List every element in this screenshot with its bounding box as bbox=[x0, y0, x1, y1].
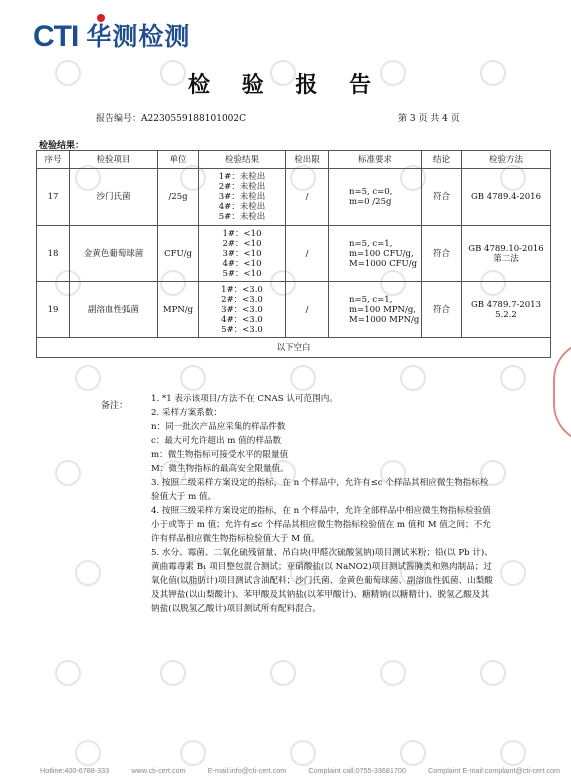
column-header: 检验结果 bbox=[199, 151, 286, 169]
cell-standard: n=5, c=1, m=100 MPN/g, M=1000 MPN/g bbox=[329, 282, 422, 338]
footer-email[interactable]: E-mail:info@cti-cert.com bbox=[207, 766, 287, 775]
cell-unit: MPN/g bbox=[158, 282, 199, 338]
page-title: 检 验 报 告 bbox=[188, 73, 383, 98]
footer-complaint-call: Complaint call:0755-33681700 bbox=[308, 766, 406, 775]
watermark-seal-icon bbox=[75, 560, 101, 586]
note-line: M：微生物指标的最高安全限量值。 bbox=[151, 464, 289, 474]
table-row bbox=[37, 226, 551, 282]
blank-note-row bbox=[37, 338, 551, 358]
note-line: m：微生物指标可接受水平的限量值 bbox=[151, 450, 289, 460]
table-header-row bbox=[37, 151, 551, 169]
cell-item: 沙门氏菌 bbox=[70, 169, 158, 226]
cell-item: 金黄色葡萄球菌 bbox=[70, 226, 158, 282]
note-line: 4. 按照三级采样方案设定的指标，在 n 个样品中，允许全部样品中相应微生物指标检验值小于或等于 m 值；允许有≤c 个样品其相应微生物指标检验值在 m 值和 M 值之间；不允许有样品相应微生物指标检验值大于 M 值。 bbox=[151, 506, 491, 544]
page-info: 第 3 页 共 4 页 bbox=[398, 114, 460, 124]
cell-no: 17 bbox=[37, 169, 70, 226]
notes-list bbox=[151, 392, 496, 616]
cell-results: 1#：未检出 2#：未检出 3#：未检出 4#：未检出 5#：未检出 bbox=[199, 169, 286, 226]
cell-results: 1#：<3.0 2#：<3.0 3#：<3.0 4#：<3.0 5#：<3.0 bbox=[199, 282, 286, 338]
report-number: 报告编号：A2230559188101002C bbox=[96, 114, 247, 124]
cell-limit: / bbox=[286, 169, 329, 226]
company-logo bbox=[33, 20, 190, 54]
column-header: 检出限 bbox=[286, 151, 329, 169]
watermark-seal-icon bbox=[500, 560, 526, 586]
watermark-seal-icon bbox=[160, 660, 186, 686]
cell-unit: /25g bbox=[158, 169, 199, 226]
watermark-seal-icon bbox=[400, 740, 426, 766]
note-line: 2. 采样方案系数： bbox=[151, 408, 223, 418]
watermark-seal-icon bbox=[180, 740, 206, 766]
logo-text-cn: 华测检测 bbox=[86, 22, 191, 51]
table-row bbox=[37, 282, 551, 338]
column-header: 单位 bbox=[158, 151, 199, 169]
cell-method: GB 4789.10-2016 第二法 bbox=[462, 226, 551, 282]
footer-website[interactable]: www.cti-cert.com bbox=[131, 766, 186, 775]
cell-conclusion: 符合 bbox=[422, 169, 462, 226]
cell-no: 19 bbox=[37, 282, 70, 338]
cell-method: GB 4789.4-2016 bbox=[462, 169, 551, 226]
cell-no: 18 bbox=[37, 226, 70, 282]
red-stamp bbox=[553, 340, 571, 444]
table-row bbox=[37, 169, 551, 226]
watermark-seal-icon bbox=[480, 660, 506, 686]
watermark-seal-icon bbox=[400, 365, 426, 391]
note-line: 3. 按照二级采样方案设定的指标，在 n 个样品中，允许有≤c 个样品其相应微生物指标检验值大于 m 值。 bbox=[151, 478, 489, 502]
logo-text-en: CTI bbox=[33, 20, 79, 53]
column-header: 检验项目 bbox=[70, 151, 158, 169]
watermark-seal-icon bbox=[55, 460, 81, 486]
watermark-seal-icon bbox=[290, 740, 316, 766]
results-label: 检验结果： bbox=[39, 141, 85, 151]
watermark-seal-icon bbox=[500, 365, 526, 391]
column-header: 序号 bbox=[37, 151, 70, 169]
cell-limit: / bbox=[286, 226, 329, 282]
results-table bbox=[36, 150, 551, 358]
column-header: 标准要求 bbox=[329, 151, 422, 169]
note-line: n：同一批次产品应采集的样品件数 bbox=[151, 422, 286, 432]
cell-standard: n=5, c=1, m=100 CFU/g, M=1000 CFU/g bbox=[329, 226, 422, 282]
footer-hotline: Hotline:400-6788-333 bbox=[40, 766, 110, 775]
cell-standard: n=5, c=0, m=0 /25g bbox=[329, 169, 422, 226]
column-header: 检验方法 bbox=[462, 151, 551, 169]
cell-item: 副溶血性弧菌 bbox=[70, 282, 158, 338]
watermark-seal-icon bbox=[290, 365, 316, 391]
note-line: c：最大可允许超出 m 值的样品数 bbox=[151, 436, 282, 446]
cell-limit: / bbox=[286, 282, 329, 338]
watermark-seal-icon bbox=[380, 660, 406, 686]
notes-label: 备注： bbox=[101, 401, 129, 411]
blank-note: 以下空白 bbox=[37, 338, 551, 358]
watermark-seal-icon bbox=[75, 740, 101, 766]
footer-complaint-email[interactable]: Complaint E-mail:complaint@cti-cert.com bbox=[428, 766, 560, 775]
note-line: 5. 水分、霉菌、二氧化硫残留量、吊白块(甲醛次硫酸氢钠)项目测试米粉；铅(以 Pb 计)、黄曲霉毒素 B₁ 项目整包混合测试；亚硝酸盐(以 NaNO2)项目测试酱腌类和熟肉制品；过氧化值(以脂肪计)项目测试含油配料；沙门氏菌、金黄色葡萄球菌、副溶血性弧菌、山梨酸及其钾盐(以山梨酸计)、苯甲酸及其钠盐(以苯甲酸计)、糖精钠(以糖精计)、脱氢乙酸及其钠盐(以脱氢乙酸计)项目测试所有配料混合。 bbox=[151, 548, 493, 614]
cell-results: 1#：<10 2#：<10 3#：<10 4#：<10 5#：<10 bbox=[199, 226, 286, 282]
watermark-seal-icon bbox=[75, 365, 101, 391]
watermark-seal-icon bbox=[270, 660, 296, 686]
cell-conclusion: 符合 bbox=[422, 282, 462, 338]
column-header: 结论 bbox=[422, 151, 462, 169]
note-line: 1. *1 表示该项目/方法不在 CNAS 认可范围内。 bbox=[151, 394, 338, 404]
cell-conclusion: 符合 bbox=[422, 226, 462, 282]
logo-dot-icon bbox=[97, 14, 105, 22]
watermark-seal-icon bbox=[180, 365, 206, 391]
cell-unit: CFU/g bbox=[158, 226, 199, 282]
watermark-seal-icon bbox=[55, 660, 81, 686]
cell-method: GB 4789.7-2013 5.2.2 bbox=[462, 282, 551, 338]
watermark-seal-icon bbox=[500, 740, 526, 766]
page-footer bbox=[40, 766, 560, 775]
